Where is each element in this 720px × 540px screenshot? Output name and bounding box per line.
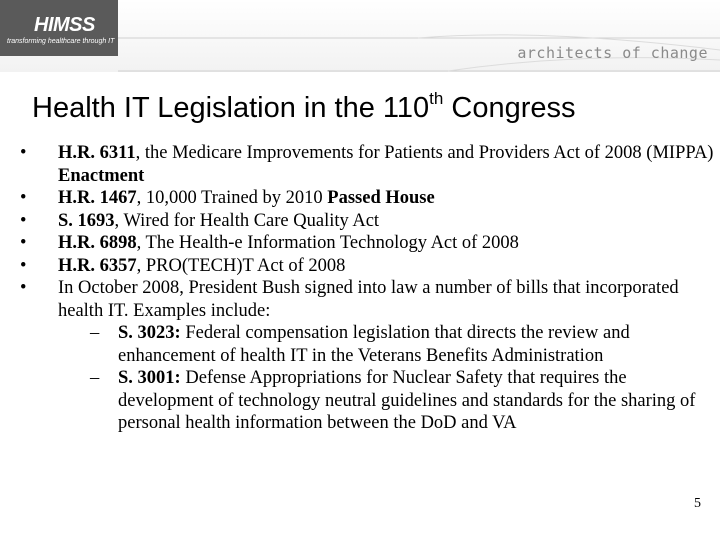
logo-tagline: transforming healthcare through IT — [7, 38, 115, 45]
sub-list-item: – S. 3023: Federal compensation legislation that directs the review and enhancement of health IT in the Veterans Benefits Administration — [90, 323, 630, 366]
list-item: • In October 2008, President Bush signed into law a number of bills that incorporated health IT. Examples include: — [20, 278, 679, 321]
slide-title: Health IT Legislation in the 110th Congress — [32, 89, 576, 124]
bullet-list — [20, 142, 720, 435]
list-item: • H.R. 6311, the Medicare Improvements for Patients and Providers Act of 2008 (MIPPA) Enactment — [20, 143, 714, 186]
sub-list-item: – S. 3001: Defense Appropriations for Nuclear Safety that requires the development of technology neutral guidelines and standards for the sharing of personal health information between the DoD and VA — [90, 368, 696, 433]
logo-text: HIMSS — [34, 14, 95, 36]
slide-header — [0, 0, 720, 72]
bullet: • — [20, 143, 27, 163]
list-item: • S. 1693, Wired for Health Care Quality Act — [20, 210, 380, 231]
page-number: 5 — [694, 496, 701, 511]
bullet: • — [20, 210, 27, 231]
himss-logo — [0, 0, 118, 56]
dash: – — [90, 323, 100, 343]
list-item: • H.R. 1467, 10,000 Trained by 2010 Passed House — [20, 188, 435, 208]
bullet: • — [20, 255, 27, 276]
bullet: • — [20, 188, 27, 208]
bullet: • — [20, 278, 27, 298]
list-item: • H.R. 6357, PRO(TECH)T Act of 2008 — [20, 255, 346, 276]
header-tagline: architects of change — [517, 44, 708, 62]
bullet: • — [20, 233, 27, 253]
dash: – — [90, 368, 100, 388]
list-item: • H.R. 6898, The Health-e Information Technology Act of 2008 — [20, 233, 519, 253]
